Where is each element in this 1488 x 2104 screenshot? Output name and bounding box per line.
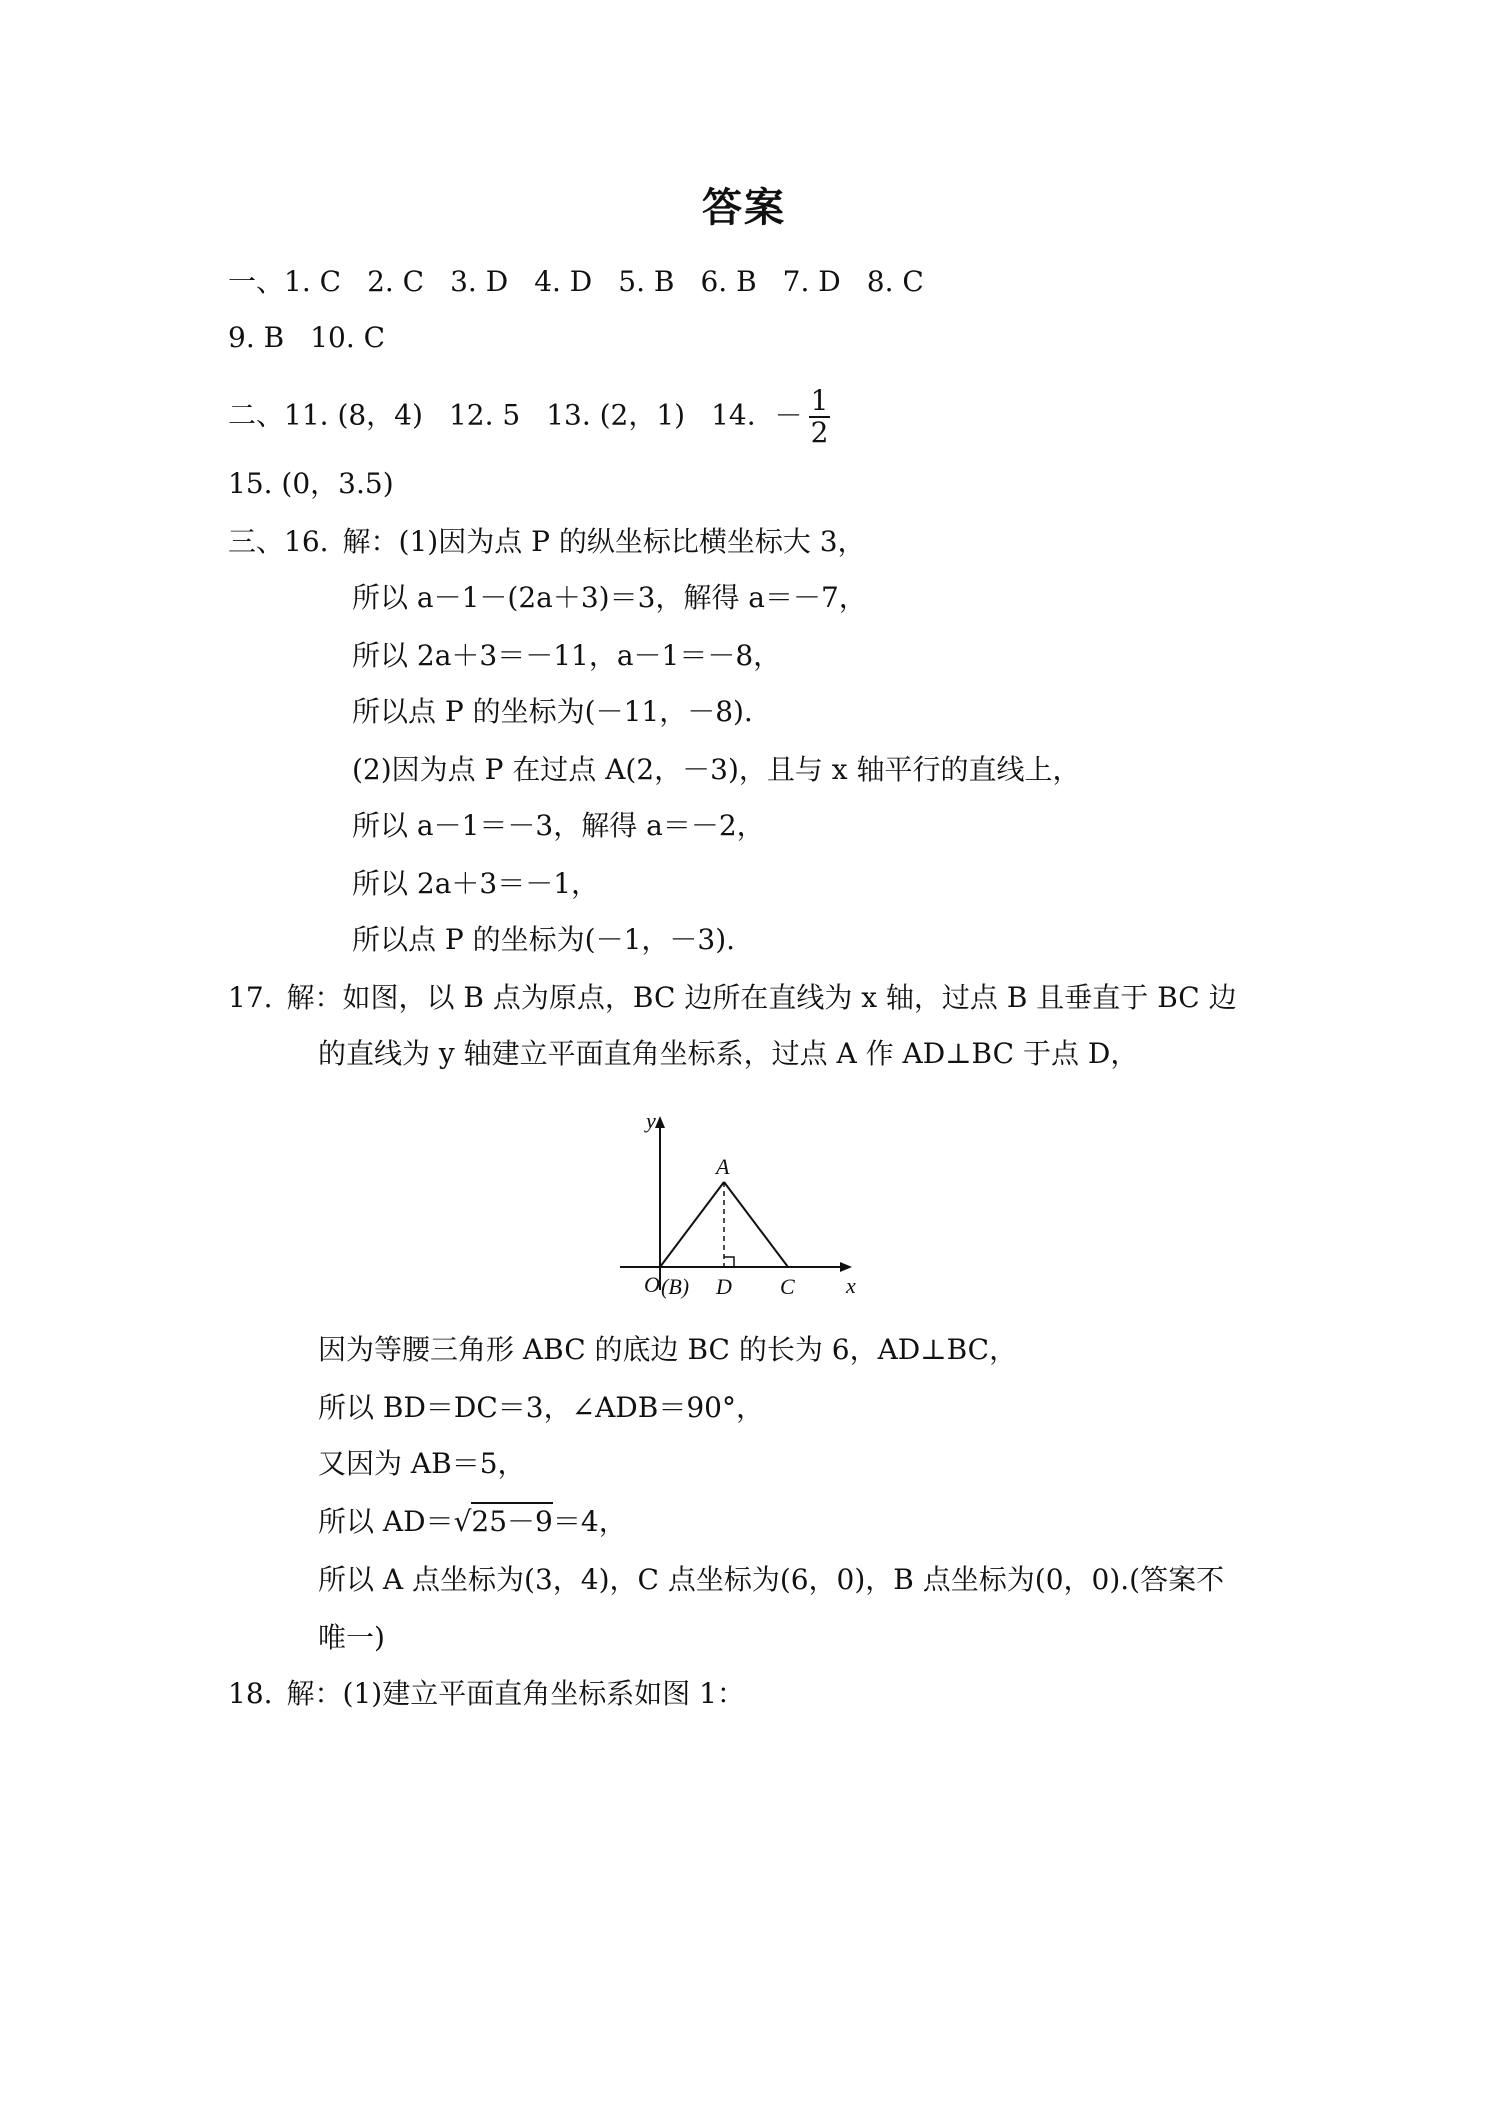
answer-item: 2. C: [367, 265, 425, 298]
answer-item: 9. B: [228, 321, 285, 354]
x-axis-arrow: [840, 1262, 852, 1272]
q17-line: 所以 A 点坐标为(3，4)，C 点坐标为(6，0)，B 点坐标为(0，0).(答案不: [318, 1563, 1225, 1596]
segment-ab: [660, 1182, 724, 1267]
q18-label: 18.: [228, 1677, 273, 1710]
part2-row1: [228, 386, 830, 448]
answer-item: 3. D: [450, 265, 509, 298]
coordinate-figure: [620, 1112, 870, 1312]
answer-item-q14: 14.: [711, 398, 756, 432]
q17-text: 解：如图，以 B 点为原点，BC 边所在直线为 x 轴，过点 B 且垂直于 BC 边: [286, 981, 1237, 1014]
fraction-denominator: 2: [810, 416, 829, 449]
q16-line: 所以 2a＋3＝－11，a－1＝－8，: [352, 639, 782, 672]
q17-line: [318, 1504, 627, 1540]
q16-label: 三、16.: [228, 525, 329, 558]
q18-text: 解：(1)建立平面直角坐标系如图 1：: [286, 1677, 745, 1710]
q16-text: 解：(1)因为点 P 的纵坐标比横坐标大 3，: [342, 525, 866, 558]
answer-item: 10. C: [310, 321, 386, 354]
sqrt-suffix: ＝4，: [552, 1505, 627, 1538]
q16-line: 所以 a－1＝－3，解得 a＝－2，: [352, 809, 765, 842]
q17-line: [228, 980, 1237, 1016]
q16-line: 所以点 P 的坐标为(－1，－3).: [352, 923, 736, 956]
q17-label: 17.: [228, 981, 273, 1014]
origin-b-label: (B): [661, 1274, 690, 1299]
answer-item: 13. (2，1): [546, 398, 686, 432]
x-axis-label: x: [846, 1273, 856, 1298]
q16-line: (2)因为点 P 在过点 A(2，－3)，且与 x 轴平行的直线上，: [352, 753, 1081, 786]
answer-item: 4. D: [534, 265, 593, 298]
part1-prefix: 一、: [228, 265, 285, 298]
part1-row2: [228, 320, 385, 356]
answer-item: 7. D: [782, 265, 841, 298]
q17-line: 的直线为 y 轴建立平面直角坐标系，过点 A 作 AD⊥BC 于点 D，: [318, 1037, 1139, 1070]
q16-line: 所以 2a＋3＝－1，: [352, 867, 600, 900]
q17-line: 又因为 AB＝5，: [318, 1447, 526, 1480]
point-d-label: D: [716, 1274, 732, 1299]
answer-item: 12. 5: [448, 398, 521, 432]
fraction-numerator: 1: [810, 384, 829, 417]
page-title: 答案: [702, 185, 786, 231]
part2-row2: [228, 466, 394, 502]
q17-line: 所以 BD＝DC＝3，∠ADB＝90°，: [318, 1391, 764, 1424]
point-c-label: C: [780, 1274, 795, 1299]
origin-label: O: [644, 1272, 660, 1297]
answer-item: 6. B: [700, 265, 757, 298]
q17-line: 唯一): [318, 1621, 385, 1654]
answer-item: 15. (0，3.5): [228, 467, 394, 500]
answer-item: 11. (8，4): [284, 398, 423, 432]
answer-item: 1. C: [284, 265, 342, 298]
point-a-label: A: [716, 1154, 730, 1179]
y-axis-arrow: [655, 1116, 665, 1128]
q14-fraction: [809, 386, 831, 448]
q17-line: 因为等腰三角形 ABC 的底边 BC 的长为 6，AD⊥BC，: [318, 1333, 1018, 1366]
answer-item: 5. B: [618, 265, 675, 298]
right-angle-mark: [724, 1257, 734, 1267]
part2-prefix: 二、: [228, 398, 285, 432]
sqrt-prefix: 所以 AD＝: [318, 1505, 454, 1538]
q16-line: [228, 524, 866, 560]
sqrt-content: 25－9: [471, 1502, 552, 1538]
sqrt-symbol: √: [453, 1505, 472, 1538]
answer-item: 8. C: [866, 265, 924, 298]
y-axis-label: y: [646, 1112, 656, 1133]
q18-line: [228, 1676, 745, 1712]
q16-line: 所以 a－1－(2a＋3)＝3，解得 a＝－7，: [352, 581, 867, 614]
part1-row1: [228, 264, 924, 300]
segment-ac: [724, 1182, 788, 1267]
q14-sign: －: [774, 398, 803, 432]
q16-line: 所以点 P 的坐标为(－11，－8).: [352, 695, 753, 728]
